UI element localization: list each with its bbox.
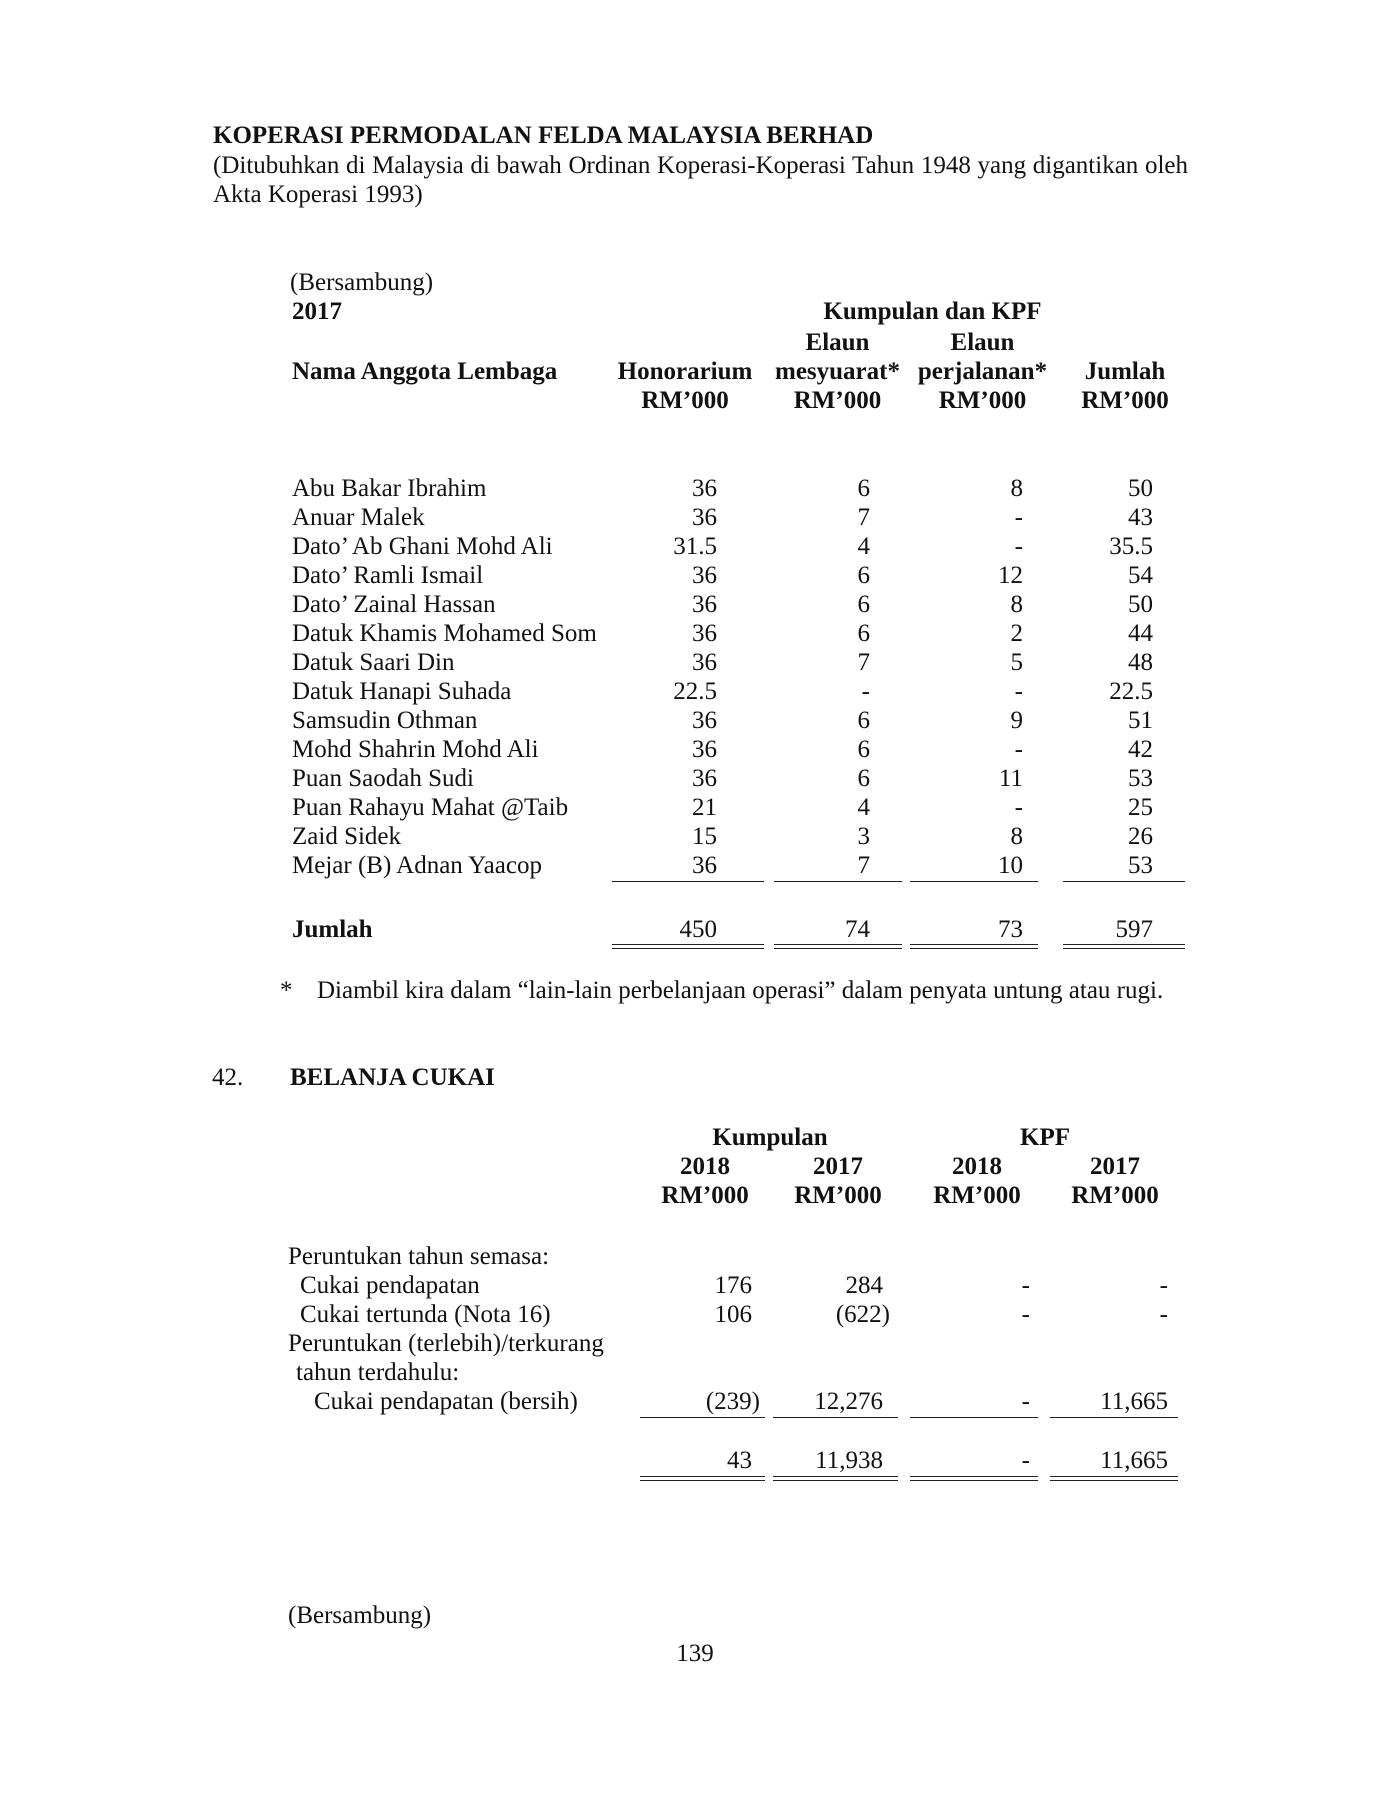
organization-subtitle: (Ditubuhkan di Malaysia di bawah Ordinan Koperasi-Koperasi Tahun 1948 yang digantikan oleh Akta Koperasi 1993)	[213, 152, 1188, 208]
total-travel: 73	[998, 916, 1023, 943]
member-name: Puan Rahayu Mahat @Taib	[292, 794, 569, 821]
table-row	[0, 764, 1390, 793]
member-name: Dato’ Ramli Ismail	[292, 562, 484, 589]
footnote-mark: *	[280, 977, 293, 1004]
subtotal-rule	[1050, 1417, 1178, 1418]
subtotal-rule	[910, 881, 1038, 882]
total-value: 53	[1128, 765, 1153, 792]
prior-year-label: Peruntukan (terlebih)/terkurang	[288, 1330, 604, 1357]
honorarium-value: 36	[692, 852, 717, 879]
deferred-tax-row	[0, 1300, 1390, 1329]
travel-allowance-value: 8	[1010, 591, 1023, 618]
meeting-allowance-value: -	[861, 678, 870, 705]
meeting-allowance-value: 6	[857, 475, 870, 502]
total-value: 48	[1128, 649, 1153, 676]
total-column-header	[1070, 357, 1180, 415]
total-double-rule	[640, 1476, 765, 1481]
column-header-label: Jumlah	[1084, 358, 1166, 385]
honorarium-value: 36	[692, 504, 717, 531]
member-name: Abu Bakar Ibrahim	[292, 475, 487, 502]
name-column-header: Nama Anggota Lembaga	[292, 358, 558, 385]
tax-column-header	[912, 1152, 1042, 1210]
total-meeting: 74	[845, 916, 870, 943]
member-name: Datuk Khamis Mohamed Som	[292, 620, 597, 647]
tax-column-header	[773, 1152, 903, 1210]
meeting-allowance-value: 6	[857, 591, 870, 618]
table-row	[0, 532, 1390, 561]
column-header-label: mesyuarat*	[775, 358, 900, 385]
meeting-allowance-value: 6	[857, 620, 870, 647]
group-2017-value: 12,276	[814, 1388, 883, 1415]
column-unit: RM’000	[794, 1182, 882, 1209]
total-label: Jumlah	[292, 916, 373, 943]
tax-total-row	[0, 1446, 1390, 1475]
travel-allowance-value: -	[1014, 736, 1023, 763]
group-2017-value: (622)	[835, 1301, 890, 1328]
column-year: 2017	[1090, 1153, 1140, 1180]
tax-column-header	[1050, 1152, 1180, 1210]
kpf-2018-value: -	[1021, 1388, 1030, 1415]
member-name: Mejar (B) Adnan Yaacop	[292, 852, 542, 879]
travel-allowance-column-header	[910, 328, 1055, 415]
subtotal-rule	[774, 881, 902, 882]
page-number: 139	[676, 1640, 714, 1667]
honorarium-value: 36	[692, 765, 717, 792]
member-name: Puan Saodah Sudi	[292, 765, 474, 792]
column-header-label: perjalanan*	[917, 358, 1048, 385]
row-label: Cukai pendapatan	[300, 1272, 480, 1299]
column-unit: RM’000	[661, 1182, 749, 1209]
column-year: 2018	[952, 1153, 1002, 1180]
meeting-allowance-value: 6	[857, 736, 870, 763]
group-2018-value: (239)	[705, 1388, 760, 1415]
total-double-rule	[910, 1476, 1038, 1481]
meeting-allowance-value: 4	[857, 794, 870, 821]
travel-allowance-value: 8	[1010, 823, 1023, 850]
honorarium-value: 36	[692, 591, 717, 618]
kpf-2017-value: -	[1159, 1301, 1168, 1328]
group-2018-value: 106	[714, 1301, 752, 1328]
honorarium-value: 36	[692, 736, 717, 763]
total-value: 54	[1128, 562, 1153, 589]
total-double-rule	[910, 944, 1038, 949]
meeting-allowance-value: 6	[857, 707, 870, 734]
column-year: 2018	[680, 1153, 730, 1180]
total-double-rule	[612, 944, 764, 949]
meeting-allowance-value: 6	[857, 765, 870, 792]
total-value: 25	[1128, 794, 1153, 821]
honorarium-value: 36	[692, 475, 717, 502]
honorarium-value: 36	[692, 562, 717, 589]
total-value: 44	[1128, 620, 1153, 647]
member-name: Anuar Malek	[292, 504, 425, 531]
meeting-allowance-value: 4	[857, 533, 870, 560]
table-row	[0, 735, 1390, 764]
member-name: Datuk Saari Din	[292, 649, 455, 676]
total-value: 35.5	[1109, 533, 1153, 560]
total-value: 43	[1128, 504, 1153, 531]
total-value: 22.5	[1109, 678, 1153, 705]
prior-net-tax-row	[0, 1387, 1390, 1416]
meeting-allowance-value: 7	[857, 852, 870, 879]
section-title: BELANJA CUKAI	[290, 1064, 495, 1091]
table-row	[0, 503, 1390, 532]
table-year: 2017	[292, 298, 342, 325]
member-name: Dato’ Zainal Hassan	[292, 591, 496, 618]
footnote-text: Diambil kira dalam “lain-lain perbelanjaan operasi” dalam penyata untung atau rugi.	[317, 977, 1164, 1004]
kpf-2018-value: -	[1021, 1301, 1030, 1328]
subtotal-rule	[1063, 881, 1185, 882]
table-row	[0, 561, 1390, 590]
continued-note: (Bersambung)	[290, 269, 434, 296]
meeting-allowance-value: 7	[857, 649, 870, 676]
group-2017-value: 284	[845, 1272, 883, 1299]
column-header-label: Honorarium	[617, 358, 753, 385]
subtotal-rule	[910, 1417, 1038, 1418]
tax-column-header	[640, 1152, 770, 1210]
group-2018-total: 43	[727, 1447, 752, 1474]
total-double-rule	[1050, 1476, 1178, 1481]
subtotal-rule	[612, 881, 764, 882]
travel-allowance-value: 12	[998, 562, 1023, 589]
member-name: Zaid Sidek	[292, 823, 402, 850]
column-unit: RM’000	[1071, 1182, 1159, 1209]
travel-allowance-value: -	[1014, 794, 1023, 821]
meeting-allowance-value: 3	[857, 823, 870, 850]
meeting-allowance-value: 7	[857, 504, 870, 531]
group-heading: Kumpulan dan KPF	[823, 298, 1042, 325]
travel-allowance-value: 9	[1010, 707, 1023, 734]
honorarium-value: 31.5	[673, 533, 717, 560]
section-number: 42.	[212, 1064, 244, 1091]
meeting-allowance-column-header	[770, 328, 905, 415]
travel-allowance-value: -	[1014, 678, 1023, 705]
row-label: Cukai tertunda (Nota 16)	[300, 1301, 551, 1328]
table-row	[0, 648, 1390, 677]
honorarium-value: 21	[692, 794, 717, 821]
table-row	[0, 619, 1390, 648]
travel-allowance-value: 10	[998, 852, 1023, 879]
member-name: Dato’ Ab Ghani Mohd Ali	[292, 533, 553, 560]
total-honorarium: 450	[679, 916, 717, 943]
total-double-rule	[773, 1476, 898, 1481]
kpf-column-heading: KPF	[1020, 1124, 1070, 1151]
group-column-heading: Kumpulan	[712, 1124, 828, 1151]
honorarium-value: 22.5	[673, 678, 717, 705]
honorarium-value: 36	[692, 649, 717, 676]
total-value: 42	[1128, 736, 1153, 763]
total-value: 51	[1128, 707, 1153, 734]
honorarium-value: 36	[692, 707, 717, 734]
total-double-rule	[774, 944, 902, 949]
meeting-allowance-value: 6	[857, 562, 870, 589]
column-header-label: Elaun	[950, 329, 1015, 356]
group-2017-total: 11,938	[815, 1447, 883, 1474]
kpf-2017-value: 11,665	[1100, 1388, 1168, 1415]
column-header-unit: RM’000	[641, 387, 729, 414]
current-provision-label: Peruntukan tahun semasa:	[288, 1243, 550, 1270]
travel-allowance-value: -	[1014, 533, 1023, 560]
travel-allowance-value: -	[1014, 504, 1023, 531]
row-label: Cukai pendapatan (bersih)	[314, 1388, 578, 1415]
organization-name: KOPERASI PERMODALAN FELDA MALAYSIA BERHAD	[213, 122, 874, 149]
subtotal-rule	[773, 1417, 898, 1418]
total-row	[0, 915, 1390, 944]
column-year: 2017	[813, 1153, 863, 1180]
member-name: Datuk Hanapi Suhada	[292, 678, 512, 705]
table-row	[0, 793, 1390, 822]
subtotal-rule	[640, 1417, 765, 1418]
member-name: Samsudin Othman	[292, 707, 478, 734]
kpf-2018-value: -	[1021, 1272, 1030, 1299]
honorarium-value: 36	[692, 620, 717, 647]
travel-allowance-value: 11	[998, 765, 1023, 792]
travel-allowance-value: 8	[1010, 475, 1023, 502]
group-2018-value: 176	[714, 1272, 752, 1299]
total-value: 53	[1128, 852, 1153, 879]
column-header-unit: RM’000	[1081, 387, 1169, 414]
table-row	[0, 677, 1390, 706]
income-tax-row	[0, 1271, 1390, 1300]
column-unit: RM’000	[933, 1182, 1021, 1209]
travel-allowance-value: 5	[1010, 649, 1023, 676]
total-value: 50	[1128, 475, 1153, 502]
footer-continued-note: (Bersambung)	[288, 1602, 432, 1629]
total-value: 26	[1128, 823, 1153, 850]
kpf-2018-total: -	[1021, 1447, 1030, 1474]
total-jumlah: 597	[1115, 916, 1153, 943]
prior-year-label-cont: tahun terdahulu:	[296, 1359, 460, 1386]
kpf-2017-value: -	[1159, 1272, 1168, 1299]
table-row	[0, 851, 1390, 880]
column-header-label: Elaun	[805, 329, 870, 356]
kpf-2017-total: 11,665	[1100, 1447, 1168, 1474]
table-row	[0, 590, 1390, 619]
table-row	[0, 474, 1390, 503]
column-header-unit: RM’000	[793, 387, 882, 414]
honorarium-value: 15	[692, 823, 717, 850]
column-header-unit: RM’000	[938, 387, 1027, 414]
total-value: 50	[1128, 591, 1153, 618]
honorarium-column-header	[610, 357, 760, 415]
member-name: Mohd Shahrin Mohd Ali	[292, 736, 539, 763]
total-double-rule	[1063, 944, 1185, 949]
table-row	[0, 706, 1390, 735]
table-row	[0, 822, 1390, 851]
travel-allowance-value: 2	[1010, 620, 1023, 647]
